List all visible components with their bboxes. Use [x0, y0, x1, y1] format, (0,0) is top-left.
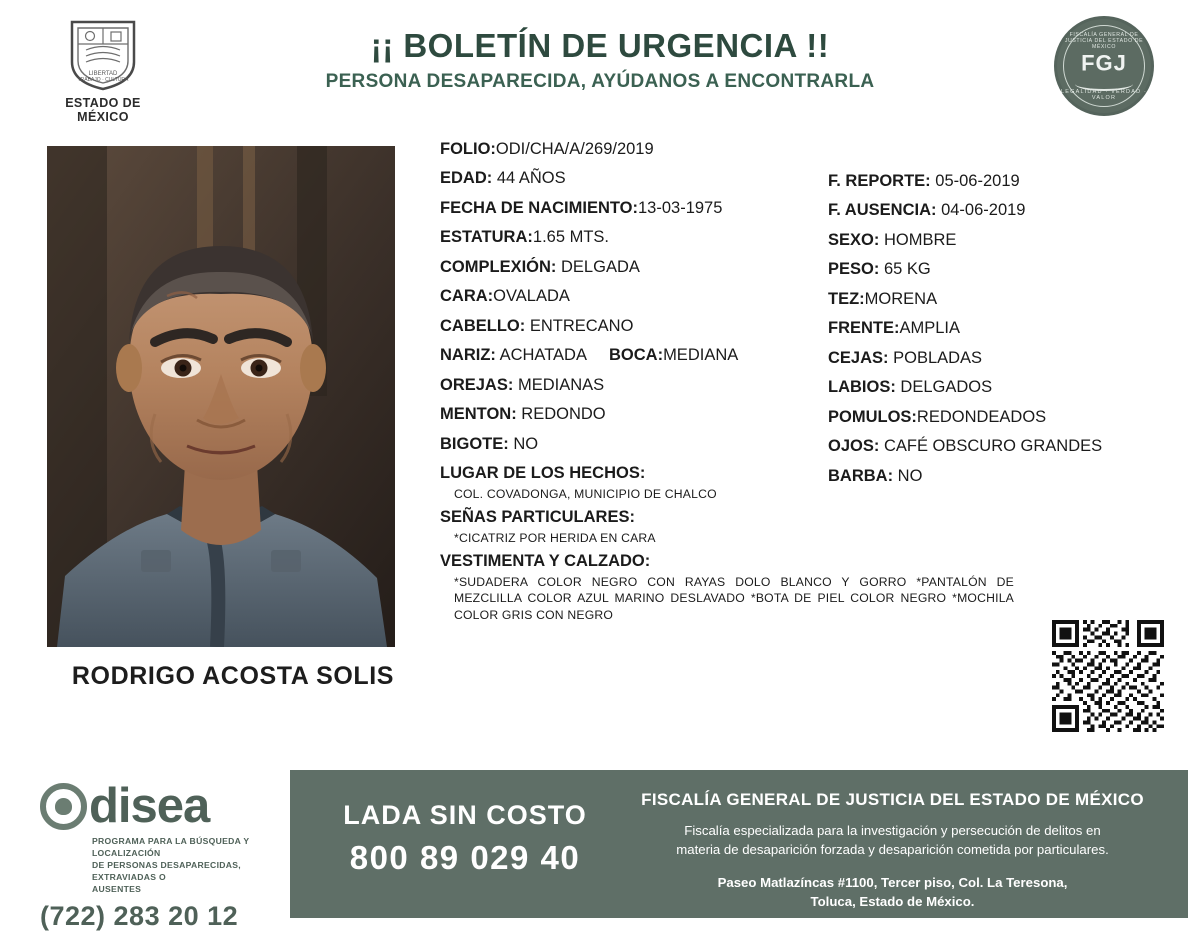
odisea-name: disea	[89, 779, 210, 833]
detail-edad-label: EDAD:	[440, 169, 493, 188]
detail-tez-label: TEZ:	[828, 289, 865, 308]
detail-labios-label: LABIOS:	[828, 378, 896, 397]
fiscalia-block	[620, 790, 1165, 912]
odisea-wordmark	[40, 779, 290, 833]
detail-frente-label: FRENTE:	[828, 319, 900, 338]
detail-bigote-value: NO	[508, 434, 539, 453]
detail-boca-label: BOCA:	[608, 346, 664, 365]
fiscalia-description-line2: materia de desaparición forzada y desaparición cometida por particulares.	[676, 842, 1109, 858]
detail-frente	[828, 319, 1158, 338]
odisea-tagline	[92, 835, 290, 895]
detail-folio-label: FOLIO:	[440, 140, 496, 158]
odisea-tagline-line3: AUSENTES	[92, 884, 142, 895]
detail-cara-label: CARA:	[440, 287, 494, 306]
detail-bigote-label: BIGOTE:	[440, 434, 509, 453]
detail-f-reporte-label: F. REPORTE:	[828, 172, 931, 190]
detail-fecha-nacimiento-value: 13-03-1975	[638, 198, 723, 217]
detail-f-reporte-value: 05-06-2019	[930, 172, 1020, 190]
detail-frente-value: AMPLIA	[899, 319, 961, 338]
detail-cara	[440, 287, 820, 306]
senas-particulares-text: *CICATRIZ POR HERIDA EN CARA	[454, 531, 656, 546]
vestimenta-label: VESTIMENTA Y CALZADO:	[440, 552, 651, 571]
detail-orejas-label: OREJAS:	[440, 375, 514, 394]
odisea-eye-icon	[40, 783, 87, 830]
detail-menton	[440, 405, 820, 424]
footer	[0, 770, 1188, 932]
detail-complexion-value: DELGADA	[556, 257, 640, 276]
title-block	[200, 28, 1000, 93]
detail-f-ausencia-value: 04-06-2019	[936, 201, 1026, 220]
header	[0, 0, 1188, 130]
fiscalia-description	[620, 821, 1165, 859]
detail-menton-value: REDONDO	[516, 405, 606, 424]
detail-tez	[828, 290, 1158, 309]
lugar-hechos-text: COL. COVADONGA, MUNICIPIO DE CHALCO	[454, 487, 717, 502]
fiscalia-title: FISCALÍA GENERAL DE JUSTICIA DEL ESTADO DE MÉXICO	[641, 790, 1144, 809]
fgj-logo-arc-bottom: LEGALIDAD · VERDAD · VALOR	[1060, 89, 1148, 101]
detail-f-ausencia-label: F. AUSENCIA:	[828, 201, 937, 220]
fgj-logo-text: FGJ	[1081, 50, 1127, 76]
fiscalia-address-line2: Toluca, Estado de México.	[810, 894, 975, 910]
vestimenta-text: *SUDADERA COLOR NEGRO CON RAYAS DOLO BLANCO Y GORRO *PANTALÓN DE MEZCLILLA COLOR AZUL MARINO DESLAVADO *BOTA DE PIEL COLOR NEGRO *MOCHILA COLOR GRIS CON NEGRO	[454, 575, 1014, 622]
lada-block	[320, 800, 610, 877]
edomex-seal	[38, 18, 168, 124]
fiscalia-address-line1: Paseo Matlazíncas #1100, Tercer piso, Col. La Teresona,	[717, 875, 1068, 891]
detail-ojos-label: OJOS:	[828, 437, 880, 456]
detail-menton-label: MENTON:	[440, 405, 517, 424]
detail-labios-value: DELGADOS	[895, 378, 993, 397]
detail-nariz-value: ACHATADA	[495, 346, 587, 365]
detail-ojos	[828, 437, 1158, 456]
detail-estatura-value: 1.65 MTS.	[532, 228, 610, 247]
odisea-tagline-line1: PROGRAMA PARA LA BÚSQUEDA Y LOCALIZACIÓN	[92, 836, 250, 859]
fgj-logo	[1054, 16, 1158, 120]
footer-bar	[290, 770, 1188, 918]
detail-complexion	[440, 258, 820, 277]
detail-sexo	[828, 231, 1158, 250]
detail-f-reporte	[828, 172, 1158, 191]
detail-nariz-label: NARIZ:	[440, 346, 496, 365]
detail-complexion-label: COMPLEXIÓN:	[440, 257, 557, 276]
fgj-logo-circle	[1054, 16, 1154, 116]
detail-barba	[828, 467, 1158, 486]
fgj-logo-arc-top: FISCALÍA GENERAL DE JUSTICIA DEL ESTADO DE MÉXICO	[1064, 32, 1144, 50]
details-right-column	[828, 172, 1158, 496]
detail-estatura	[440, 228, 820, 247]
detail-folio	[440, 140, 820, 159]
edomex-seal-label: ESTADO DE MÉXICO	[65, 96, 141, 124]
detail-peso-label: PESO:	[828, 260, 880, 279]
odisea-phone: (722) 283 20 12	[40, 901, 239, 932]
detail-sexo-label: SEXO:	[828, 230, 880, 249]
detail-fecha-nacimiento	[440, 199, 820, 218]
detail-peso	[828, 260, 1158, 279]
detail-boca-value: MEDIANA	[663, 346, 739, 365]
detail-orejas	[440, 376, 820, 395]
detail-peso-value: 65 KG	[879, 260, 931, 279]
person-name: RODRIGO ACOSTA SOLIS	[71, 662, 395, 690]
detail-edad-value: 44 AÑOS	[492, 169, 566, 188]
page-subtitle: PERSONA DESAPARECIDA, AYÚDANOS A ENCONTRARLA	[325, 71, 875, 93]
detail-pomulos-label: POMULOS:	[828, 407, 917, 426]
detail-cara-value: OVALADA	[493, 287, 570, 306]
fiscalia-description-line1: Fiscalía especializada para la investigación y persecución de delitos en	[684, 823, 1101, 838]
lada-title: LADA SIN COSTO	[343, 800, 587, 830]
detail-sexo-value: HOMBRE	[879, 230, 957, 249]
detail-edad	[440, 169, 820, 188]
detail-cabello-label: CABELLO:	[440, 316, 526, 335]
odisea-tagline-line2: DE PERSONAS DESAPARECIDAS, EXTRAVIADAS O	[92, 860, 241, 883]
detail-cejas-value: POBLADAS	[888, 348, 983, 367]
detail-labios	[828, 378, 1158, 397]
detail-cejas	[828, 349, 1158, 368]
detail-estatura-label: ESTATURA:	[440, 228, 533, 247]
detail-cabello	[440, 317, 820, 336]
detail-pomulos	[828, 408, 1158, 427]
detail-pomulos-value: REDONDEADOS	[916, 407, 1047, 426]
qr-code	[1052, 620, 1164, 732]
missing-person-photo	[47, 146, 395, 647]
detail-cejas-label: CEJAS:	[828, 348, 889, 367]
detail-ojos-value: CAFÉ OBSCURO GRANDES	[879, 437, 1103, 456]
svg-text:TRABAJO · CULTURA: TRABAJO · CULTURA	[77, 77, 129, 83]
detail-fecha-nacimiento-label: FECHA DE NACIMIENTO:	[440, 198, 638, 217]
page-title: ¡¡ BOLETÍN DE URGENCIA !!	[370, 27, 830, 64]
coat-of-arms-icon	[64, 18, 142, 92]
detail-barba-label: BARBA:	[828, 466, 894, 485]
detail-barba-value: NO	[893, 466, 923, 485]
detail-bigote	[440, 435, 820, 454]
senas-particulares-label: SEÑAS PARTICULARES:	[440, 508, 635, 527]
detail-tez-value: MORENA	[864, 289, 938, 308]
odisea-logo	[40, 779, 290, 932]
detail-folio-value: ODI/CHA/A/269/2019	[495, 140, 654, 158]
lugar-hechos-label: LUGAR DE LOS HECHOS:	[440, 464, 646, 483]
fiscalia-address	[620, 873, 1165, 911]
detail-nariz-boca	[440, 346, 820, 365]
detail-orejas-value: MEDIANAS	[513, 375, 605, 394]
lada-number: 800 89 029 40	[349, 839, 581, 876]
svg-text:LIBERTAD: LIBERTAD	[88, 71, 118, 77]
detail-cabello-value: ENTRECANO	[525, 316, 634, 335]
detail-f-ausencia	[828, 201, 1158, 220]
